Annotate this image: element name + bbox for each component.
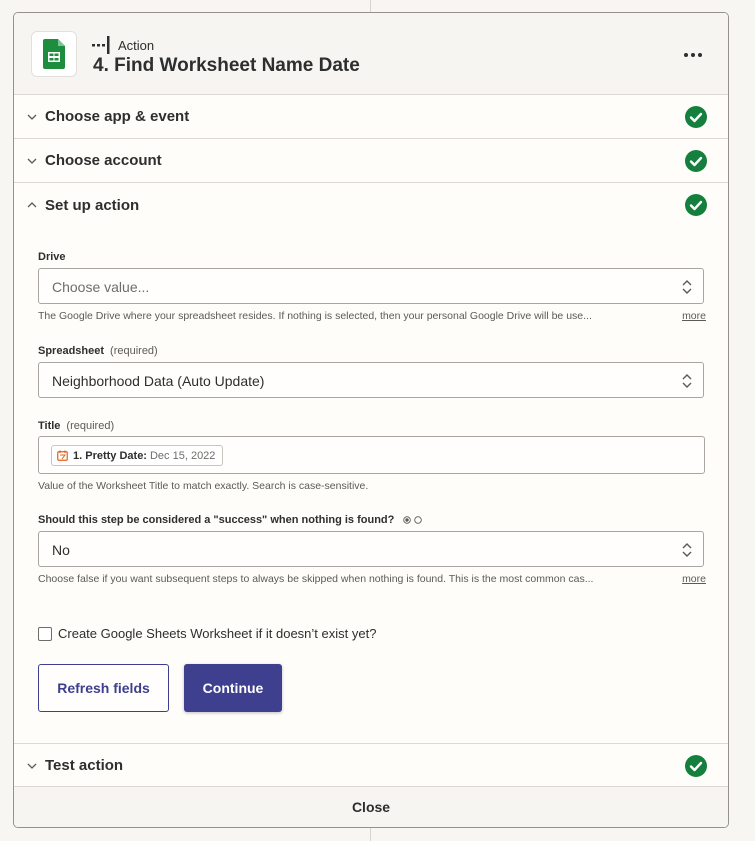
set-up-action-body <box>14 227 728 744</box>
chevron-down-icon <box>26 155 38 167</box>
more-options-button[interactable] <box>680 46 706 64</box>
spreadsheet-label <box>38 345 158 357</box>
check-circle-icon <box>685 194 707 216</box>
chevron-up-icon <box>26 199 38 211</box>
spreadsheet-select[interactable] <box>38 362 704 398</box>
spreadsheet-label-text: Spreadsheet <box>38 345 105 357</box>
radio-selected-icon[interactable] <box>403 516 411 524</box>
step-editor-panel <box>13 12 729 828</box>
success-more-link[interactable]: more <box>682 573 706 585</box>
drive-placeholder: Choose value... <box>52 279 150 295</box>
section-label: Choose account <box>45 152 162 169</box>
connector-line-bottom <box>370 827 371 841</box>
calendar-icon <box>57 450 68 461</box>
create-worksheet-option[interactable] <box>38 626 376 641</box>
create-worksheet-checkbox[interactable] <box>38 627 52 641</box>
step-title: 4. Find Worksheet Name Date <box>93 55 360 76</box>
close-button[interactable]: Close <box>14 786 728 827</box>
dot-icon <box>691 53 695 57</box>
title-input[interactable] <box>38 436 705 474</box>
pill-field-name: 1. Pretty Date: <box>73 449 147 462</box>
success-help-text: Choose false if you want subsequent steps to always be skipped when nothing is found. This is the most common cas... <box>38 573 594 585</box>
drive-label <box>38 251 66 263</box>
radio-unselected-icon[interactable] <box>414 516 422 524</box>
step-kind <box>92 36 154 54</box>
dot-icon <box>698 53 702 57</box>
drive-more-link[interactable]: more <box>682 310 706 322</box>
section-choose-app-event[interactable] <box>14 95 728 139</box>
select-arrows-icon <box>681 279 693 295</box>
chevron-down-icon <box>26 760 38 772</box>
drive-label-text: Drive <box>38 251 66 263</box>
continue-button[interactable]: Continue <box>184 664 282 712</box>
check-circle-icon <box>685 106 707 128</box>
step-header <box>14 13 728 95</box>
drive-help-text: The Google Drive where your spreadsheet resides. If nothing is selected, then your personal Google Drive will be use... <box>38 310 592 322</box>
mapped-field-pill[interactable] <box>51 445 223 466</box>
section-label: Set up action <box>45 196 140 214</box>
create-worksheet-label: Create Google Sheets Worksheet if it doesn’t exist yet? <box>58 626 377 641</box>
required-tag: (required) <box>66 420 115 432</box>
success-label-text: Should this step be considered a "success" when nothing is found? <box>38 514 395 526</box>
select-arrows-icon <box>681 373 693 389</box>
spreadsheet-value: Neighborhood Data (Auto Update) <box>52 373 265 389</box>
section-set-up-action[interactable] <box>14 183 728 227</box>
google-sheets-app-icon <box>31 31 77 77</box>
title-label <box>38 420 114 432</box>
check-circle-icon <box>685 150 707 172</box>
required-tag: (required) <box>110 345 158 357</box>
section-label: Choose app & event <box>45 108 190 125</box>
success-value: No <box>52 542 70 558</box>
chevron-down-icon <box>26 111 38 123</box>
title-help-text: Value of the Worksheet Title to match exactly. Search is case-sensitive. <box>38 480 369 492</box>
select-arrows-icon <box>681 542 693 558</box>
section-choose-account[interactable] <box>14 139 728 183</box>
section-label: Test action <box>45 757 124 774</box>
check-circle-icon <box>685 755 707 777</box>
title-label-text: Title <box>38 420 61 432</box>
success-select[interactable] <box>38 531 704 567</box>
action-step-icon <box>92 36 110 54</box>
drive-select[interactable] <box>38 268 704 304</box>
success-label <box>38 514 422 526</box>
refresh-fields-button[interactable]: Refresh fields <box>38 664 169 712</box>
dot-icon <box>684 53 688 57</box>
pill-field-value: Dec 15, 2022 <box>149 449 216 462</box>
section-test-action[interactable] <box>14 744 728 788</box>
value-mode-toggle[interactable] <box>403 516 422 524</box>
step-kind-label: Action <box>118 37 155 53</box>
